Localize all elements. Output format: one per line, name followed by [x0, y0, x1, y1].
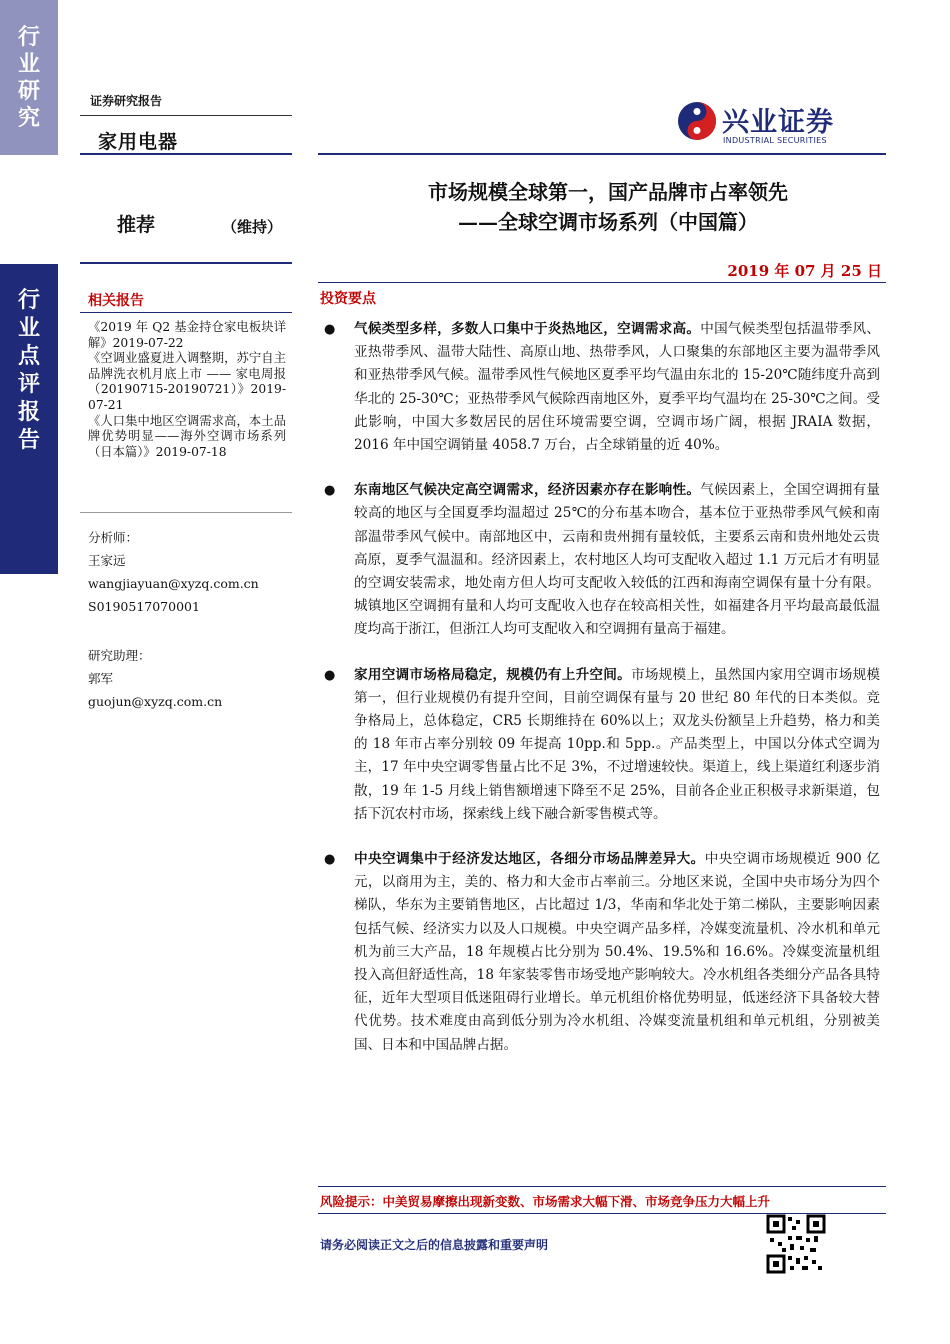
company-logo-icon: [676, 100, 718, 142]
bullet-icon: ●: [324, 667, 336, 683]
analyst-label: 分析师：: [88, 530, 139, 545]
key-point: [320, 848, 880, 1057]
side-char: 研: [17, 78, 40, 104]
side-char: 报: [17, 399, 40, 425]
key-points-list: [320, 318, 880, 1079]
rating-status: （维持）: [222, 218, 283, 236]
report-type: 证券研究报告: [90, 94, 163, 108]
rating-label: 推荐: [117, 214, 156, 236]
key-point-text: 中央空调市场规模近 900 亿元，以商用为主，美的、格力和大金市占率前三。分地区来说，全国中央市场分为四个梯队，华东为主要销售地区，占比超过 1/3，华南和华北处于第二梯队，主要影响因素包括气候、经济实力以及人口规模。中央空调产品多样，冷媒变流量机、冷水机和单元机为前三大产品，18 年规模占比分别为 50.4%、19.5%和 16.6%。冷媒变流量机组投入高但舒适性高，18 年家装零售市场受地产影响较大。冷水机组各类细分产品各具特征，近年大型项目低迷阻碍行业增长。单元机组价格优势明显，低迷经济下具备较大替代优势。技术难度由高到低分别为冷水机组、冷媒变流量机组和单元机组，分别被美国、日本和中国品牌占据。: [354, 851, 881, 1053]
analyst-certificate: S0190517070001: [88, 599, 200, 614]
key-point-text: 气候因素上，全国空调拥有量较高的地区与全国夏季均温超过 25℃的分布基本吻合，基本位于亚热带季风气候和南部温带季风气候中。南部地区中，云南和贵州拥有量较低，主要系云南和贵州地处云贵高原，夏季气温温和。经济因素上，农村地区人均可支配收入超过 1.1 万元后才有明显的空调安装需求，地处南方但人均可支配收入较低的江西和海南空调保有量十分有限。城镇地区空调拥有量和人均可支配收入也存在较高相关性，如福建各月平均最高最低温度均高于浙江，但浙江人均可支配收入和空调拥有量高于福建。: [354, 482, 880, 638]
key-point: [320, 479, 880, 641]
side-char: 业: [17, 315, 40, 341]
header-divider: [80, 115, 292, 116]
key-point-lead: 气候类型多样，多数人口集中于炎热地区，空调需求高。: [354, 321, 701, 337]
date-rule: [318, 282, 886, 283]
key-point-text: 中国气候类型包括温带季风、亚热带季风、温带大陆性、高原山地、热带季风，人口聚集的东部地区主要为温带季风和亚热带季风气候。温带季风性气候地区夏季平均气温由东北的 15-20℃随纬度升高到华北的 25-30℃；亚热带季风气候除西南地区外，夏季平均气温均在 25-30℃之间。受此影响，中国大多数居民的居住环境需要空调，空调市场广阔，根据 JRAIA 数据，2016 年中国空调销量 4058.7 万台，占全球销量的近 40%。: [354, 321, 880, 454]
side-label-report-type: [0, 264, 58, 454]
logo-text-cn: 兴业证券: [722, 107, 834, 138]
industry-underline: [80, 153, 292, 155]
assistant-label: 研究助理：: [88, 648, 151, 663]
related-reports-heading: 相关报告: [88, 293, 144, 309]
side-char: 行: [17, 287, 40, 313]
side-char: 究: [17, 105, 40, 131]
analyst-name: 王家远: [88, 553, 126, 568]
rating-underline: [80, 262, 292, 264]
key-point: [320, 664, 880, 826]
key-points-heading: 投资要点: [320, 291, 376, 307]
related-bottom-rule: [80, 512, 292, 513]
disclaimer-notice[interactable]: 请务必阅读正文之后的信息披露和重要声明: [320, 1238, 549, 1252]
side-char: 点: [17, 343, 40, 369]
side-char: 评: [17, 371, 40, 397]
related-report-link[interactable]: 《空调业盛夏进入调整期，苏宁自主品牌洗衣机月底上市 —— 家电周报（20190715-20190721）》2019-07-21: [88, 351, 286, 412]
analyst-info: [88, 526, 259, 618]
industry-name: 家用电器: [98, 131, 179, 153]
side-band-middle: [0, 264, 58, 574]
key-point-lead: 家用空调市场格局稳定，规模仍有上升空间。: [354, 666, 631, 683]
related-report-link[interactable]: 《人口集中地区空调需求高，本土品牌优势明显——海外空调市场系列（日本篇）》2019-07-18: [88, 413, 286, 459]
assistant-email[interactable]: guojun@xyzq.com.cn: [88, 694, 223, 709]
bullet-icon: ●: [324, 322, 336, 337]
header-rule: [318, 153, 886, 155]
related-rule: [80, 312, 292, 313]
assistant-name: 郭军: [88, 671, 114, 686]
analyst-email[interactable]: wangjiayuan@xyzq.com.cn: [88, 576, 259, 591]
side-char: 告: [17, 427, 40, 453]
risk-warning: 风险提示：中美贸易摩擦出现新变数、市场需求大幅下滑、市场竞争压力大幅上升: [320, 1194, 771, 1209]
side-char: 业: [17, 51, 40, 77]
report-title: 市场规模全球第一，国产品牌市占率领先: [428, 180, 788, 204]
bullet-icon: ●: [324, 483, 336, 499]
report-date: 2019 年 07 月 25 日: [727, 262, 882, 280]
bullet-icon: ●: [324, 852, 336, 868]
key-point-lead: 东南地区气候决定高空调需求，经济因素亦存在影响性。: [354, 482, 701, 499]
related-report-link[interactable]: 《2019 年 Q2 基金持仓家电板块详解》2019-07-22: [88, 320, 286, 350]
risk-top-rule: [318, 1186, 886, 1187]
logo-text-en: INDUSTRIAL SECURITIES: [723, 136, 827, 145]
key-point-lead: 中央空调集中于经济发达地区，各细分市场品牌差异大。: [354, 851, 705, 868]
key-point-text: 市场规模上，虽然国内家用空调市场规模第一，但行业规模仍有提升空间，目前空调保有量与 20 世纪 80 年代的日本类似。竞争格局上，总体稳定，CR5 长期维持在 60%以上；双龙头份额呈上升趋势，格力和美的 18 年市占率分别较 09 年提高 10pp.和 5pp.。产品类型上，中国以分体式空调为主，17 年中央空调零售量占比不足 3%，不过增速较快。渠道上，线上渠道红利逐步消散，19 年 1-5 月线上销售额增速下降至不足 25%，目前各企业正积极寻求新渠道，包括下沉农村市场，探索线上线下融合新零售模式等。: [354, 666, 881, 822]
qr-code-icon: [766, 1214, 826, 1274]
side-band-top: [0, 0, 58, 155]
side-char: 行: [17, 24, 40, 50]
side-label-research: [0, 0, 58, 132]
related-reports-list: [88, 320, 286, 460]
report-subtitle: ——全球空调市场系列（中国篇）: [458, 210, 758, 234]
key-point: [320, 318, 880, 457]
assistant-info: [88, 644, 222, 713]
